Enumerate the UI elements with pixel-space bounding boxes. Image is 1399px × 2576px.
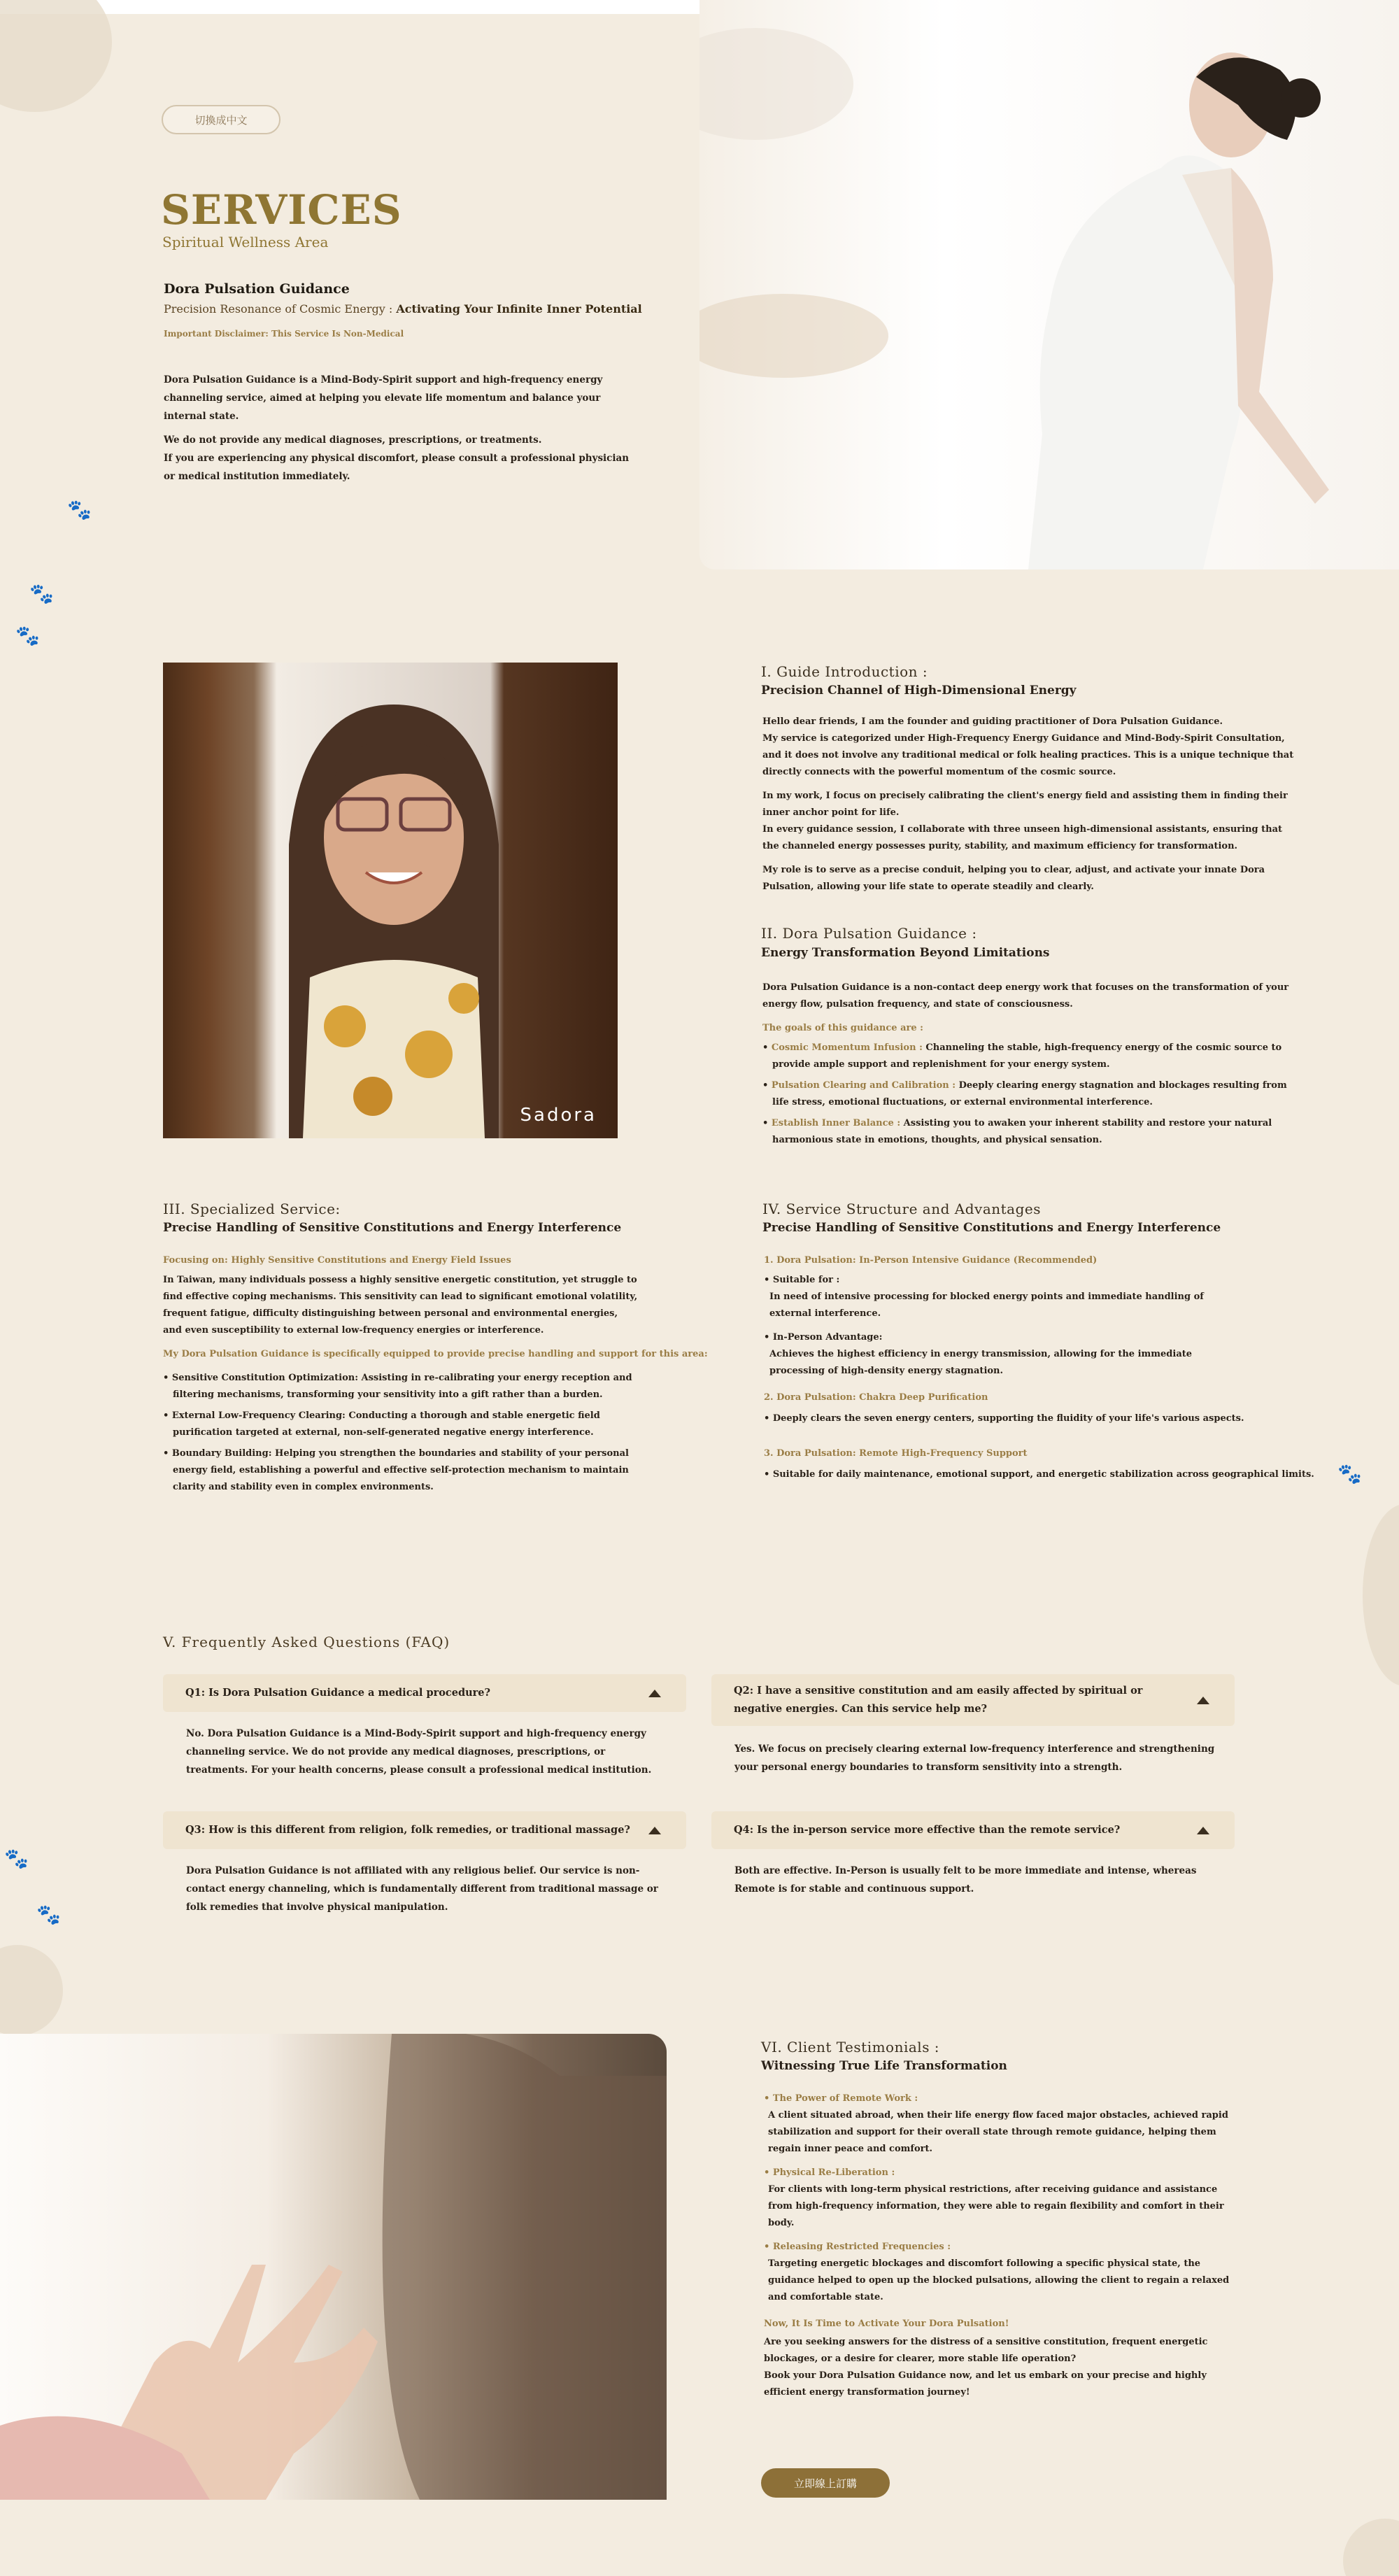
list-item: • Cosmic Momentum Infusion : Channeling the stable, high-frequency energy of the cosmic source to provide ample support and replenishment for your energy system.: [762, 1042, 1282, 1070]
faq-title: V. Frequently Asked Questions (FAQ): [163, 1634, 450, 1650]
faq-answer-3: Dora Pulsation Guidance is not affiliated with any religious belief. Our service is non-contact energy channeling, which is fundamentally different from traditional massage or folk remedies that involve physical manipulation.: [186, 1865, 658, 1913]
faq-question-text: Q3: How is this different from religion, folk remedies, or traditional massage?: [185, 1824, 630, 1836]
cta-heading: Now, It Is Time to Activate Your Dora Pulsation!: [764, 2319, 1009, 2329]
body-paragraph: Hello dear friends, I am the founder and guiding practitioner of Dora Pulsation Guidance.: [762, 716, 1223, 727]
body-paragraph: My role is to serve as a precise conduit, helping you to clear, adjust, and activate your innate Dora Pulsation, allowing your life state to operate steadily and clearly.: [762, 865, 1265, 892]
intro-paragraph: Dora Pulsation Guidance is a Mind-Body-Spirit support and high-frequency energy channeling service, aimed at helping you elevate life momentum and balance your internal state.: [164, 374, 603, 422]
equipped-line: My Dora Pulsation Guidance is specifically equipped to provide precise handling and support for this area:: [163, 1349, 708, 1359]
faq-answer-2: Yes. We focus on precisely clearing external low-frequency interference and strengthening your personal energy boundaries to transform sensitivity into a strength.: [734, 1743, 1215, 1773]
decorative-blob: [0, 0, 112, 112]
faq-question-1[interactable]: [163, 1674, 686, 1712]
paw-print-icon: 🐾: [36, 1903, 61, 1926]
section-subtitle: Witnessing True Life Transformation: [761, 2059, 1007, 2073]
paw-print-icon: 🐾: [4, 1847, 29, 1870]
structure-text: • Suitable for daily maintenance, emotional support, and energetic stabilization across geographical limits.: [764, 1469, 1314, 1480]
body-paragraph: My service is categorized under High-Frequency Energy Guidance and Mind-Body-Spirit Consultation, and it does not involve any traditional medical or folk healing practices. This is a unique technique that directly connects with the powerful momentum of the cosmic source.: [762, 733, 1294, 777]
list-item: • Boundary Building: Helping you strengthen the boundaries and stability of your personal energy field, establishing a powerful and effective self-protection mechanism to maintain clarity and stability even in complex environments.: [163, 1448, 629, 1492]
section-body: [762, 714, 1294, 903]
body-paragraph: In my work, I focus on precisely calibrating the client's energy field and assisting them in finding their inner anchor point for life.: [762, 791, 1288, 818]
section-title: II. Dora Pulsation Guidance :: [761, 925, 977, 942]
cta-paragraph: Are you seeking answers for the distress of a sensitive constitution, frequent energetic blockages, or a desire for clearer, more stable life operation?: [764, 2337, 1208, 2364]
hero-photo-woman-stretching: [700, 0, 1399, 569]
founder-portrait-photo: [163, 663, 618, 1138]
focus-line: Focusing on: Highly Sensitive Constitutions and Energy Field Issues: [163, 1255, 511, 1266]
testimonial-text: A client situated abroad, when their life energy flow faced major obstacles, achieved rapid stabilization and support for their overall state through remote guidance, helping them regain inner peace and comfort.: [768, 2110, 1228, 2154]
decorative-blob: [1363, 1504, 1399, 1686]
faq-question-text: Q1: Is Dora Pulsation Guidance a medical procedure?: [185, 1687, 491, 1699]
chevron-up-icon[interactable]: [648, 1827, 661, 1834]
structure-text: • Deeply clears the seven energy centers, supporting the fluidity of your life's various aspects.: [764, 1413, 1244, 1424]
cta-paragraph: Book your Dora Pulsation Guidance now, and let us embark on your precise and highly efficient energy transformation journey!: [764, 2370, 1207, 2398]
testimonial-label: • Releasing Restricted Frequencies :: [764, 2242, 951, 2252]
service-name: Dora Pulsation Guidance: [164, 281, 350, 297]
decorative-blob: [0, 1945, 63, 2036]
body-paragraph: Dora Pulsation Guidance is a non-contact deep energy work that focuses on the transformation of your energy flow, pulsation frequency, and state of consciousness.: [762, 982, 1289, 1010]
chevron-up-icon[interactable]: [1197, 1827, 1209, 1834]
structure-heading: 2. Dora Pulsation: Chakra Deep Purification: [764, 1392, 988, 1403]
intro-paragraph: We do not provide any medical diagnoses, prescriptions, or treatments.: [164, 434, 542, 446]
section-body: [163, 1252, 708, 1500]
portrait-caption: Sadora: [520, 1105, 597, 1126]
intro-text: [164, 371, 639, 491]
faq-question-4[interactable]: [711, 1811, 1235, 1849]
intro-paragraph: If you are experiencing any physical discomfort, please consult a professional physician or medical institution immediately.: [164, 453, 630, 482]
section-subtitle: Precise Handling of Sensitive Constitutions and Energy Interference: [762, 1221, 1221, 1235]
section-title: I. Guide Introduction :: [761, 663, 928, 680]
structure-text: Achieves the highest efficiency in energy transmission, allowing for the immediate processing of high-density energy stagnation.: [769, 1349, 1193, 1376]
list-item: • External Low-Frequency Clearing: Conducting a thorough and stable energetic field purification targeted at external, non-self-generated negative energy interference.: [163, 1410, 600, 1438]
paw-print-icon: 🐾: [15, 624, 40, 647]
testimonial-text: Targeting energetic blockages and discomfort following a specific physical state, the guidance helped to open up the blocked pulsations, allowing the client to regain a relaxed and comfortable state.: [768, 2258, 1230, 2302]
structure-heading: 3. Dora Pulsation: Remote High-Frequency Support: [764, 1448, 1028, 1459]
paw-print-icon: 🐾: [29, 582, 54, 605]
service-tagline: Precision Resonance of Cosmic Energy : Activating Your Infinite Inner Potential: [164, 302, 642, 316]
disclaimer-heading: Important Disclaimer: This Service Is Non-Medical: [164, 329, 404, 339]
body-paragraph: In Taiwan, many individuals possess a highly sensitive energetic constitution, yet struggle to find effective coping mechanisms. This sensitivity can lead to significant emotional volatility, frequent fatigue, difficulty distinguishing between personal and environmental energies, and even susceptibility to external low-frequency energies or interference.: [163, 1275, 638, 1336]
faq-question-2[interactable]: [711, 1674, 1235, 1726]
section-body: [762, 979, 1301, 1153]
structure-label: • In-Person Advantage:: [764, 1332, 883, 1343]
section-title: VI. Client Testimonials :: [761, 2039, 940, 2055]
faq-question-text: Q2: I have a sensitive constitution and am easily affected by spiritual or negative energies. Can this service help me?: [734, 1685, 1143, 1715]
top-strip: [0, 0, 700, 14]
page-title: SERVICES: [161, 186, 402, 234]
chevron-up-icon[interactable]: [1197, 1697, 1209, 1704]
section-body: [764, 1252, 1323, 1490]
language-toggle-button[interactable]: 切換成中文: [162, 105, 280, 134]
faq-answer-4: Both are effective. In-Person is usually felt to be more immediate and intense, whereas Remote is for stable and continuous support.: [734, 1865, 1197, 1895]
section-subtitle: Energy Transformation Beyond Limitations: [761, 946, 1050, 960]
structure-heading: 1. Dora Pulsation: In-Person Intensive Guidance (Recommended): [764, 1255, 1098, 1266]
paw-print-icon: 🐾: [1337, 1462, 1362, 1485]
body-paragraph: In every guidance session, I collaborate with three unseen high-dimensional assistants, ensuring that the channeled energy possesses purity, stability, and maximum efficiency for transformation.: [762, 824, 1283, 851]
faq-answer-1: No. Dora Pulsation Guidance is a Mind-Body-Spirit support and high-frequency energy channeling service. We do not provide any medical diagnoses, prescriptions, or treatments. For your health concerns, please consult a professional medical institution.: [186, 1728, 652, 1776]
chevron-up-icon[interactable]: [648, 1690, 661, 1697]
testimonial-text: For clients with long-term physical restrictions, after receiving guidance and assistance from high-frequency information, they were able to regain flexibility and comfort in their body.: [768, 2184, 1224, 2228]
section-subtitle: Precision Channel of High-Dimensional Energy: [761, 684, 1077, 698]
testimonials-body: [764, 2090, 1233, 2408]
faq-question-text: Q4: Is the in-person service more effective than the remote service?: [734, 1824, 1121, 1836]
testimonial-label: • Physical Re-Liberation :: [764, 2167, 895, 2178]
testimonial-label: • The Power of Remote Work :: [764, 2093, 918, 2104]
structure-text: In need of intensive processing for blocked energy points and immediate handling of external interference.: [769, 1291, 1204, 1319]
list-item: • Pulsation Clearing and Calibration : Deeply clearing energy stagnation and blockages resulting from life stress, emotional fluctuations, or external environmental interference.: [762, 1080, 1287, 1107]
faq-question-3[interactable]: [163, 1811, 686, 1849]
book-online-button[interactable]: 立即線上訂購: [761, 2468, 890, 2498]
page-subtitle: Spiritual Wellness Area: [162, 234, 329, 250]
paw-print-icon: 🐾: [67, 498, 92, 521]
list-item: • Sensitive Constitution Optimization: Assisting in re-calibrating your energy reception and filtering mechanisms, transforming your sensitivity into a gift rather than a burden.: [163, 1373, 632, 1400]
list-item: • Establish Inner Balance : Assisting you to awaken your inherent stability and restore your natural harmonious state in emotions, thoughts, and physical sensation.: [762, 1118, 1272, 1145]
specialized-list: [163, 1370, 639, 1496]
section-title: IV. Service Structure and Advantages: [762, 1201, 1041, 1217]
testimonial-photo-hands: [0, 2034, 667, 2500]
goals-list: [762, 1040, 1301, 1149]
section-title: III. Specialized Service:: [163, 1201, 341, 1217]
decorative-blob: [1343, 2519, 1399, 2576]
structure-label: • Suitable for :: [764, 1275, 840, 1285]
goals-label: The goals of this guidance are :: [762, 1023, 923, 1033]
section-subtitle: Precise Handling of Sensitive Constitutions and Energy Interference: [163, 1221, 622, 1235]
